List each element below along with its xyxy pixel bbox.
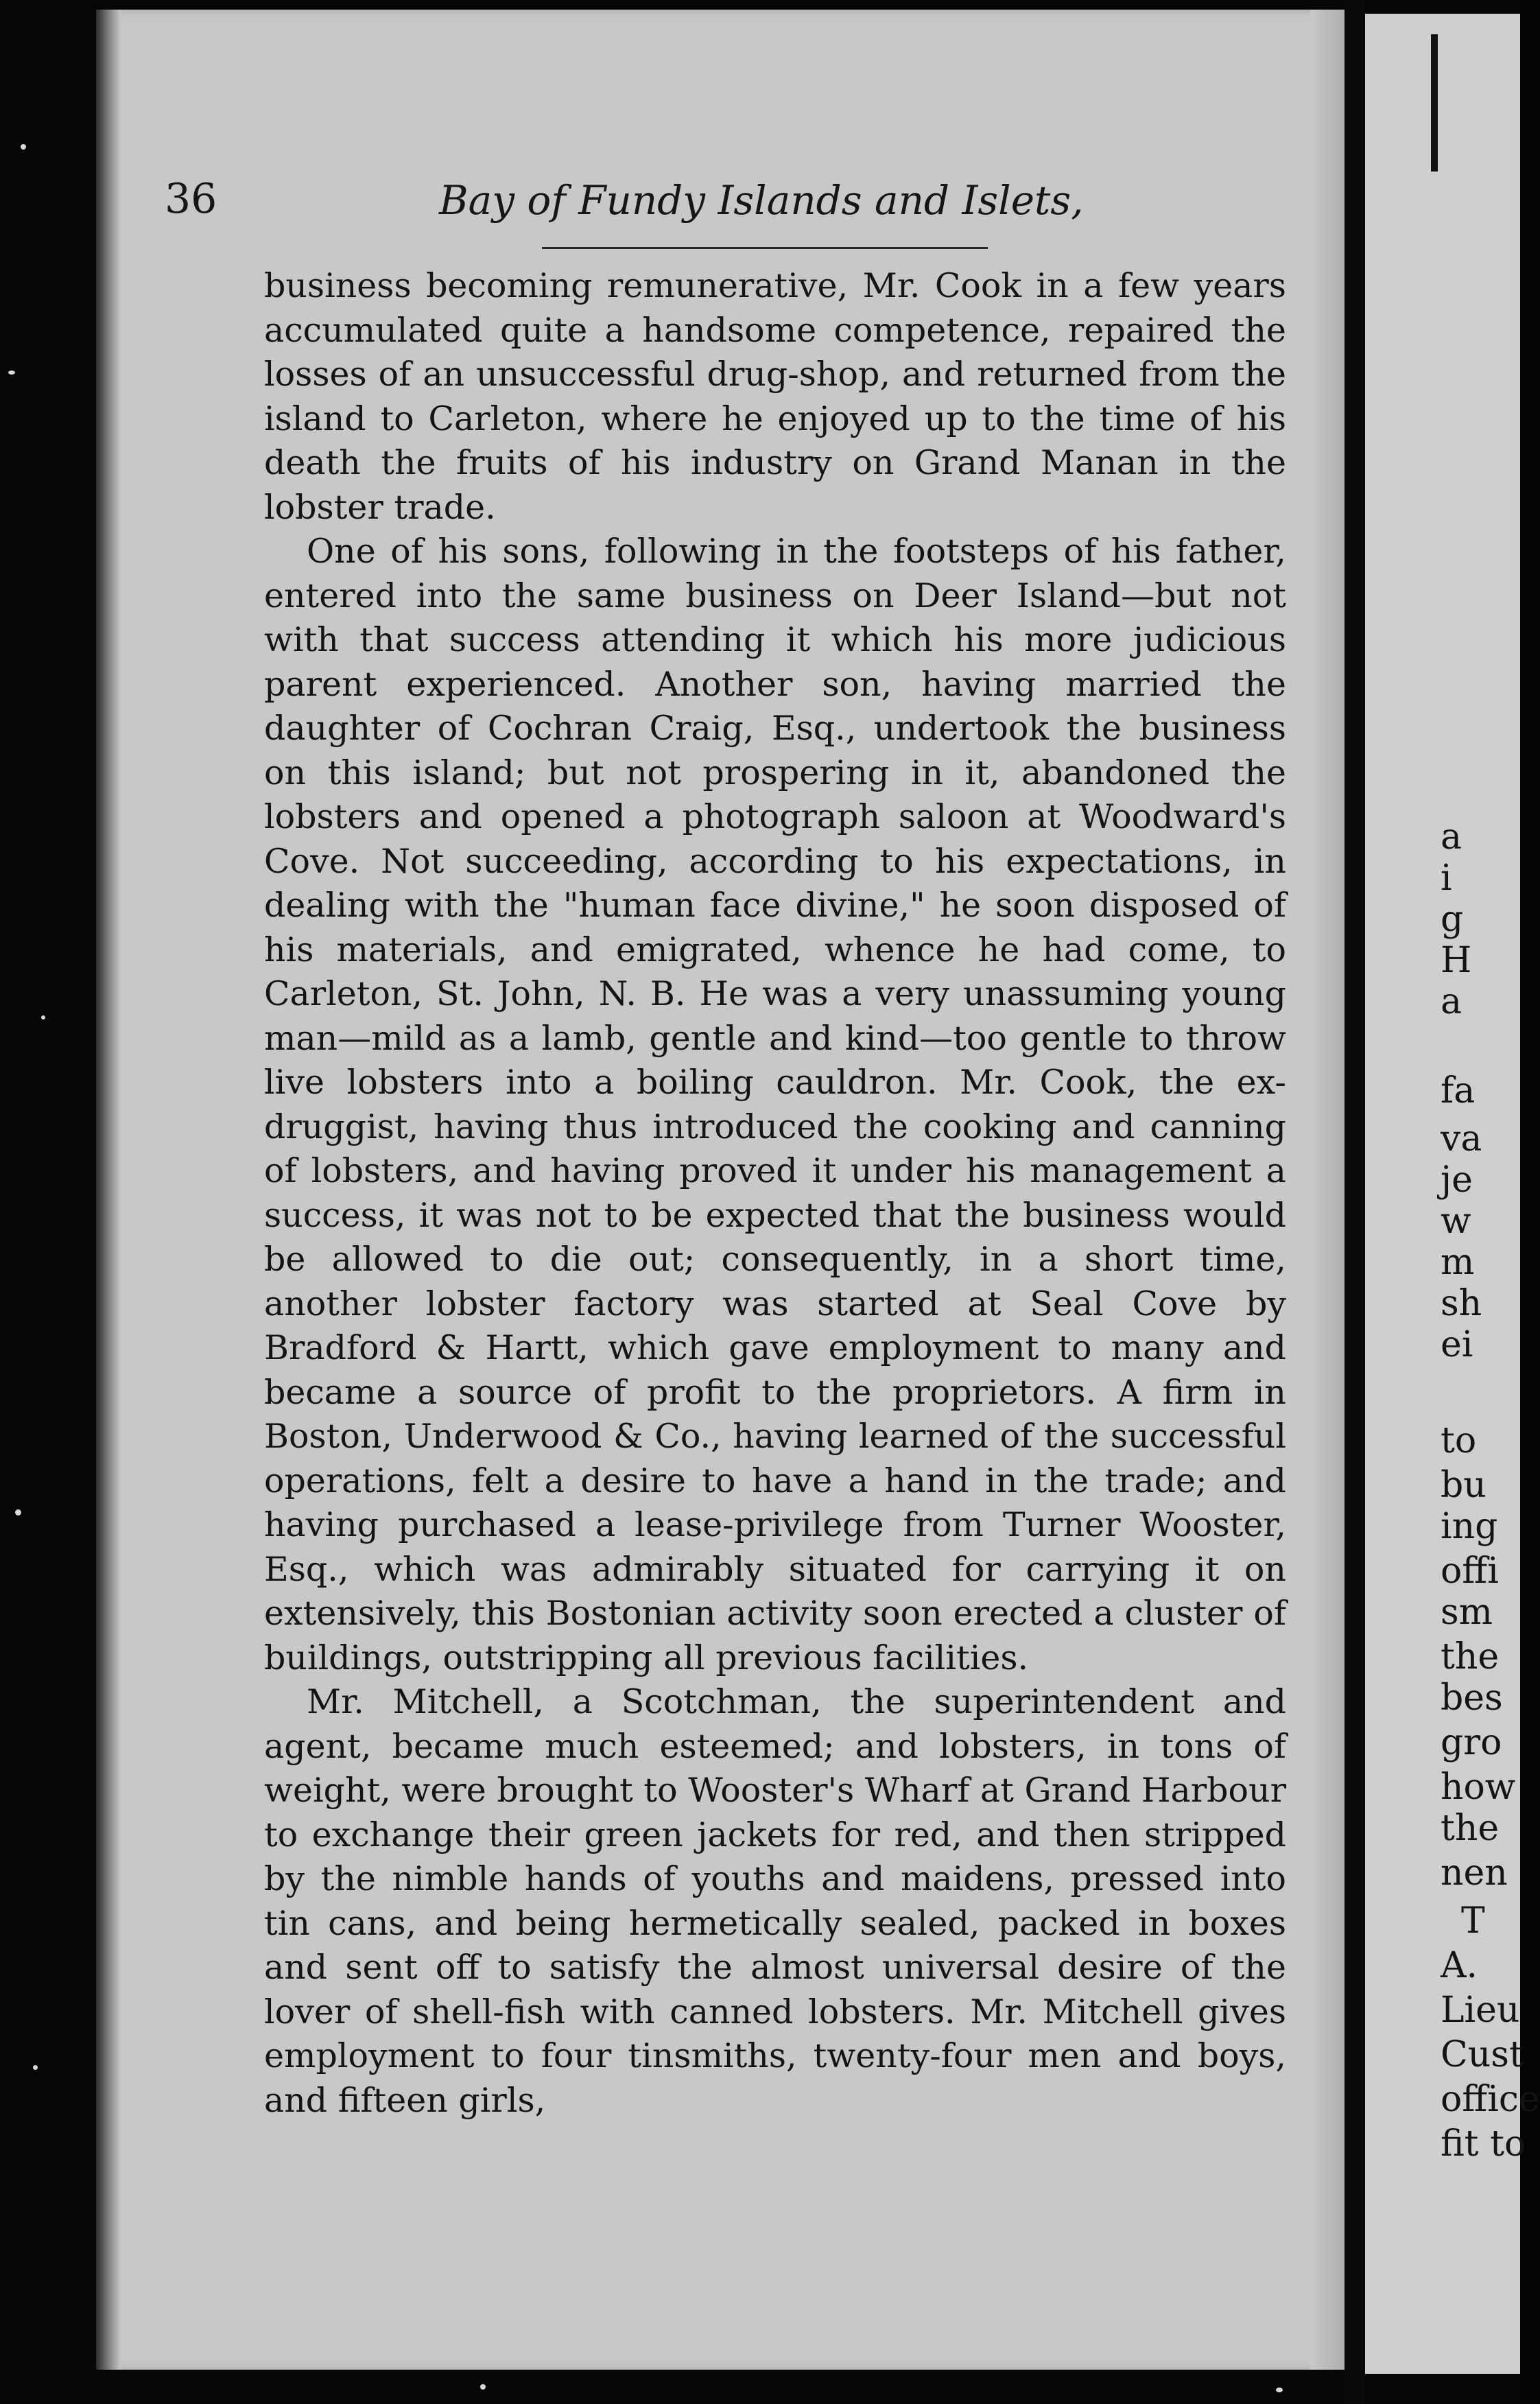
facing-fragment: fa: [1441, 1070, 1476, 1111]
facing-fragment: a: [1441, 816, 1462, 858]
facing-fragment: to: [1441, 1420, 1477, 1461]
paragraph: Mr. Mitchell, a Scotchman, the superintendent and agent, became much esteemed; and lobsters, in tons of weight, were brought to Wooster's Wharf at Grand Harbour to exchange their green jackets for red, and then stripped by the nimble hands of youths and maidens, pressed into tin cans, and being hermetically sealed, packed in boxes and sent off to satisfy the almost universal desire of the lover of shell-fish with canned lobsters. Mr. Mitchell gives employment to four tinsmiths, twenty-four men and boys, and fifteen girls,: [264, 1682, 1286, 2120]
dust-speck: [8, 370, 15, 375]
facing-fragment: T: [1461, 1900, 1485, 1942]
facing-fragment: sh: [1441, 1283, 1482, 1324]
facing-fragment: je: [1441, 1159, 1473, 1201]
facing-fragment: the: [1441, 1636, 1500, 1677]
facing-fragment: w: [1441, 1201, 1471, 1242]
running-title: Bay of Fundy Islands and Islets,: [439, 177, 1084, 224]
facing-fragment: how: [1441, 1767, 1516, 1808]
facing-page-rule: [1431, 34, 1438, 172]
dust-speck: [480, 2384, 486, 2390]
paragraph: business becoming remunerative, Mr. Cook in a few years accumulated quite a handsome competence, repaired the losses of an unsuccessful drug-shop, and returned from the island to Carleton, where he enjoyed up to the time of his death the fruits of his industry on Grand Manan in the lobster trade.: [264, 266, 1286, 527]
facing-fragment: g: [1441, 899, 1464, 940]
book-gutter: [1344, 0, 1365, 2404]
facing-fragment: the: [1441, 1808, 1500, 1849]
dust-speck: [21, 144, 26, 150]
facing-fragment: i: [1441, 858, 1452, 899]
paragraph: One of his sons, following in the footsteps of his father, entered into the same business on Deer Island—but not with that success attending it which his more judicious parent experienced. Another son, having married the daughter of Cochran Craig, Esq., undertook the business on this island; but not prospering in it, abandoned the lobsters and opened a photograph saloon at Woodward's Cove. Not succeeding, according to his expectations, in dealing with the "human face divine," he soon disposed of his materials, and emigrated, whence he had come, to Carleton, St. John, N. B. He was a very unassuming young man—mild as a lamb, gentle and kind—too gentle to throw live lobsters into a boiling cauldron. Mr. Cook, the ex-druggist, having thus introduced the cooking and canning of lobsters, and having proved it under his management a success, it was not to be expected that the business would be allowed to die out; consequently, in a short time, another lobster factory was started at Seal Cove by Bradford & Hartt, which gave employment to many and became a source of profit to the proprietors. A firm in Boston, Underwood & Co., having learned of the successful operations, felt a desire to have a hand in the trade; and having purchased a lease-privilege from Turner Wooster, Esq., which was admirably situated for carrying it on extensively, this Bostonian activity soon erected a cluster of buildings, outstripping all previous facilities.: [264, 532, 1286, 1677]
facing-fragment: m: [1441, 1242, 1475, 1283]
facing-fragment: H: [1441, 940, 1472, 981]
facing-fragment: fit to: [1441, 2123, 1526, 2165]
facing-fragment: Cust: [1441, 2034, 1524, 2075]
facing-fragment: ing: [1441, 1506, 1498, 1547]
dust-speck: [15, 1509, 21, 1516]
right-book-page-edge: [1365, 14, 1540, 2374]
facing-fragment: A.: [1441, 1945, 1478, 1986]
facing-fragment: Lieu: [1441, 1990, 1520, 2031]
page-body: [264, 264, 1286, 2123]
facing-fragment: gro: [1441, 1722, 1502, 1763]
page-number: 36: [165, 175, 217, 223]
facing-fragment: va: [1441, 1118, 1482, 1159]
dust-speck: [1276, 2388, 1283, 2392]
facing-fragment: bu: [1441, 1465, 1486, 1506]
facing-fragment: offi: [1441, 1551, 1499, 1592]
facing-fragment: ei: [1441, 1324, 1473, 1365]
facing-fragment: a: [1441, 981, 1462, 1022]
header-rule: [542, 247, 988, 249]
facing-fragment: bes: [1441, 1677, 1503, 1719]
facing-fragment: sm: [1441, 1592, 1493, 1633]
dust-speck: [33, 2065, 38, 2070]
facing-fragment: nen: [1441, 1852, 1508, 1894]
facing-fragment: office: [1441, 2079, 1540, 2120]
dust-speck: [41, 1015, 45, 1020]
